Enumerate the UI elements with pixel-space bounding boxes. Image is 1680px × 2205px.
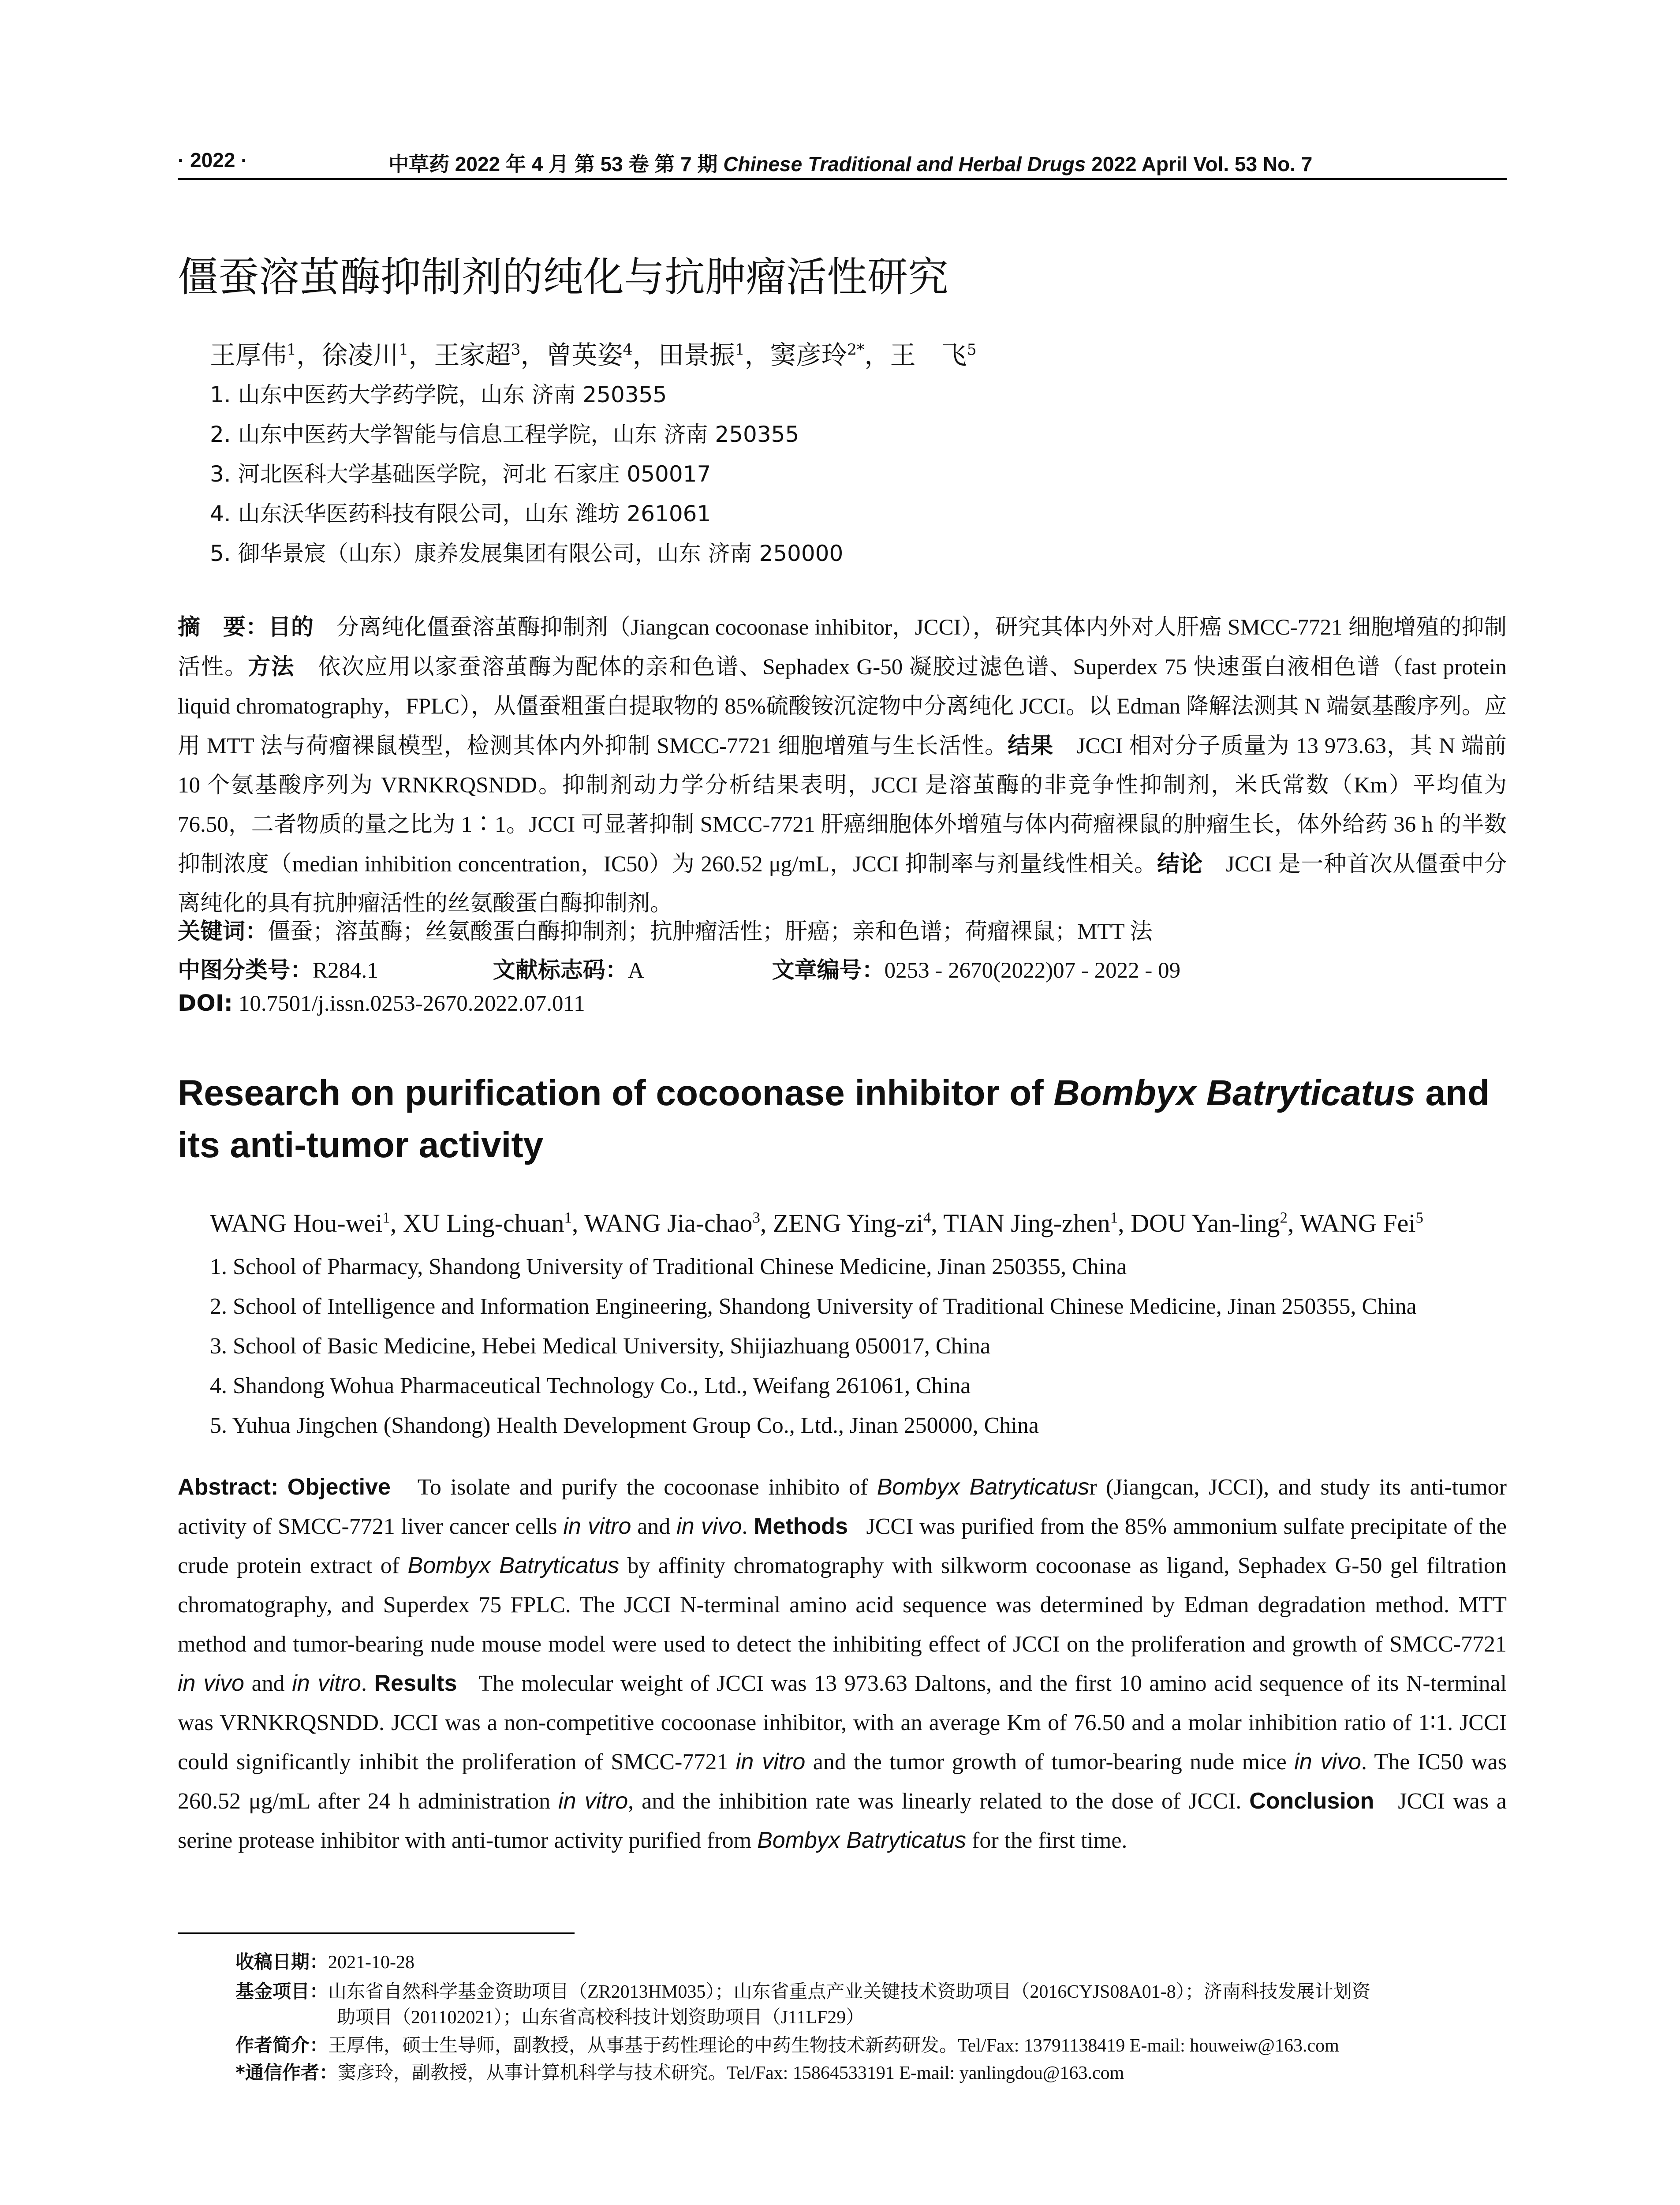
author-name: XU Ling-chuan (403, 1209, 564, 1237)
footnote-label: *通信作者： (235, 2062, 338, 2083)
author (1300, 1209, 1423, 1237)
journal-info-en-tail: 2022 April Vol. 53 No. 7 (1086, 153, 1313, 176)
author-sep: , (931, 1209, 944, 1237)
en-affiliation: 3. School of Basic Medicine, Hebei Medical University, Shijiazhuang 050017, China (210, 1334, 991, 1359)
author-name: 王厚伟 (210, 340, 287, 370)
cn-authors (210, 334, 977, 371)
latin-term: in vivo (676, 1514, 742, 1539)
author-sup: 4 (623, 341, 633, 359)
author-sep: , (390, 1209, 403, 1237)
en-title-part: Research on purification of cocoonase inhibitor of (178, 1073, 1054, 1113)
en-title (178, 1067, 1507, 1171)
page-number: · 2022 · (178, 149, 248, 172)
en-affiliation: 1. School of Pharmacy, Shandong University of Traditional Chinese Medicine, Jinan 250355, China (210, 1254, 1127, 1279)
cn-conclusion-label: 结论 (1157, 851, 1203, 877)
latin-term: in vivo (178, 1671, 244, 1696)
article-no-value: 0253 - 2670(2022)07 - 2022 - 09 (884, 958, 1181, 983)
author-sep: , (1118, 1209, 1131, 1237)
en-affiliation: 2. School of Intelligence and Information Engineering, Shandong University of Traditional Chinese Medicine, Jinan 250355, China (210, 1294, 1417, 1319)
author-sep: ， (520, 340, 546, 370)
author (210, 1209, 403, 1237)
author-name: 王家超 (434, 340, 511, 370)
en-abstract (178, 1468, 1507, 1860)
cn-title: 僵蚕溶茧酶抑制剂的纯化与抗肿瘤活性研究 (178, 254, 949, 301)
author-sup: 2 (1280, 1209, 1288, 1226)
en-conclusion-label: Conclusion (1249, 1788, 1374, 1814)
author-sep: ， (408, 340, 434, 370)
latin-term: in vitro (735, 1749, 806, 1775)
en-abstract-label: Abstract: (178, 1474, 279, 1500)
author-name: ZENG Ying-zi (773, 1209, 923, 1237)
cn-results-label: 结果 (1008, 733, 1054, 759)
author (1131, 1209, 1300, 1237)
author (773, 1209, 943, 1237)
footnote-label: 收稿日期： (235, 1951, 329, 1973)
cn-objective-text: 分离纯化僵蚕溶茧酶抑制剂（Jiangcan cocoonase inhibitor，JCCI），研究其体内外对人肝癌 SMCC-7721 细胞增殖的抑制活性。 (178, 615, 1507, 680)
en-affiliation: 5. Yuhua Jingchen (Shandong) Health Development Group Co., Ltd., Jinan 250000, China (210, 1413, 1039, 1438)
author-name: 窦彦玲 (770, 340, 847, 370)
author-sup: 3 (511, 341, 521, 359)
author-sup: 2* (847, 341, 865, 359)
en-results-label: Results (374, 1671, 457, 1696)
author-name: 曾英姿 (546, 340, 623, 370)
author-sup: 4 (923, 1209, 931, 1226)
author-name: TIAN Jing-zhen (943, 1209, 1110, 1237)
cn-methods-label: 方法 (248, 654, 295, 680)
author-sup: 5 (967, 341, 977, 359)
author-sup: 3 (752, 1209, 760, 1226)
author (403, 1209, 584, 1237)
en-objective-label: Objective (287, 1474, 391, 1500)
footnote-text: 王厚伟，硕士生导师，副教授，从事基于药性理论的中药生物技术新药研发。Tel/Fax: 13791138419 E-mail: houweiw@163.com (328, 2036, 1339, 2056)
en-objective-text: . (742, 1514, 748, 1539)
latin-term: in vitro (292, 1671, 361, 1696)
footnote-received (235, 1949, 1507, 1975)
en-methods-text: and (244, 1671, 292, 1696)
doi-label: DOI: (178, 990, 233, 1017)
author-sup: 1 (564, 1209, 572, 1226)
author-sup: 1 (382, 1209, 390, 1226)
author-name: 田景振 (658, 340, 735, 370)
cn-abstract-label: 摘 要： (178, 614, 269, 640)
cn-affiliation: 5. 御华景宸（山东）康养发展集团有限公司，山东 济南 250000 (210, 541, 844, 566)
author (890, 340, 976, 370)
en-results-text: . The IC50 was 260.52 μg/mL after 24 h administration (178, 1749, 1507, 1814)
clc-label: 中图分类号： (178, 957, 313, 983)
en-objective-text: and (631, 1514, 677, 1539)
en-affiliation: 4. Shandong Wohua Pharmaceutical Technology Co., Ltd., Weifang 261061, China (210, 1373, 971, 1398)
author-name: DOU Yan-ling (1131, 1209, 1280, 1237)
cn-conclusion-text: JCCI 是一种首次从僵蚕中分离纯化的具有抗肿瘤活性的丝氨酸蛋白酶抑制剂。 (178, 852, 1507, 916)
author-sup: 5 (1415, 1209, 1423, 1226)
keywords-text: 僵蚕；溶茧酶；丝氨酸蛋白酶抑制剂；抗肿瘤活性；肝癌；亲和色谱；荷瘤裸鼠；MTT 法 (268, 919, 1153, 944)
en-authors (210, 1208, 1423, 1238)
footnote-text: 山东省自然科学基金资助项目（ZR2013HM035）；山东省重点产业关键技术资助项目（2016CYJS08A01-8）；济南科技发展计划资 (328, 1982, 1370, 2002)
author-sep: ， (744, 340, 770, 370)
cn-affiliations (210, 375, 843, 573)
author-sep: , (571, 1209, 584, 1237)
species-name: Bombyx Batryticatus (757, 1828, 967, 1853)
cn-abstract (178, 608, 1507, 923)
journal-info (388, 148, 1312, 177)
footnote-fund (235, 1979, 1507, 2030)
cn-affiliation: 4. 山东沃华医药科技有限公司，山东 潍坊 261061 (210, 501, 711, 527)
clc-value: R284.1 (313, 958, 378, 983)
journal-info-cn: 中草药 2022 年 4 月 第 53 卷 第 7 期 (388, 153, 718, 176)
author-sup: 1 (1110, 1209, 1118, 1226)
doc-code-value: A (627, 958, 644, 983)
en-title-part: and its anti-tumor activity (178, 1073, 1490, 1165)
footnote-rule (178, 1932, 575, 1934)
en-conclusion-text: for the first time. (966, 1828, 1127, 1853)
latin-term: in vitro (558, 1788, 628, 1814)
en-results-text: The molecular weight of JCCI was 13 973.63 Daltons, and the first 10 amino acid sequence of its N-terminal was VRNKRQSNDD. JCCI was a non-competitive cocoonase inhibitor, with an average Km of 76.50 and a molar inhibition ratio of 1∶1. JCCI could significantly inhibit the proliferation of SMCC-7721 (178, 1671, 1507, 1775)
article-no-label: 文章编号： (772, 957, 885, 983)
species-name: Bombyx Batryticatus (877, 1474, 1090, 1500)
cn-methods-text: 依次应用以家蚕溶茧酶为配体的亲和色谱、Sephadex G-50 凝胶过滤色谱、Superdex 75 快速蛋白液相色谱（fast protein liquid chromatography，FPLC），从僵蚕粗蛋白提取物的 85%硫酸铵沉淀物中分离纯化 JCCI。以 Edman 降解法测其 N 端氨基酸序列。应用 MTT 法与荷瘤裸鼠模型，检测其体内外抑制 SMCC-7721 细胞增殖与生长活性。 (178, 655, 1507, 759)
en-methods-text: by affinity chromatography with silkworm cocoonase as ligand, Sephadex G-50 gel filtration chromatography, and Superdex 75 FPLC. The JCCI N-terminal amino acid sequence was determined by Edman degradation method. MTT method and tumor-bearing nude mouse model were used to detect the inhibiting effect of JCCI on the proliferation and growth of SMCC-7721 (178, 1553, 1507, 1657)
author (943, 1209, 1131, 1237)
author-sup: 1 (399, 341, 409, 359)
author-name: 王 飞 (890, 340, 967, 370)
author (210, 340, 322, 370)
latin-term: in vivo (1294, 1749, 1361, 1775)
footnote-text: 2021-10-28 (328, 1952, 414, 1973)
author-name: WANG Fei (1299, 1209, 1416, 1237)
cn-affiliation: 3. 河北医科大学基础医学院，河北 石家庄 050017 (210, 461, 711, 487)
cn-objective-label: 目的 (268, 614, 314, 640)
en-methods-label: Methods (754, 1514, 848, 1539)
classification-line (178, 952, 1180, 984)
cn-results-text: JCCI 相对分子质量为 13 973.63，其 N 端前 10 个氨基酸序列为 VRNKRQSNDD。抑制剂动力学分析结果表明，JCCI 是溶茧酶的非竞争性抑制剂，米氏常数（Km）平均值为 76.50，二者物质的量之比为 1∶1。JCCI 可显著抑制 SMCC-7721 肝癌细胞体外增殖与体内荷瘤裸鼠的肿瘤生长，体外给药 36 h 的半数抑制浓度（median inhibition concentration，IC50）为 260.52 μg/mL，JCCI 抑制率与剂量线性相关。 (178, 734, 1507, 877)
footnote-label: 基金项目： (235, 1981, 329, 2002)
author-sep: ， (864, 340, 890, 370)
doi-line (178, 990, 585, 1017)
species-name: Bombyx Batryticatus (407, 1553, 619, 1578)
en-objective-text: To isolate and purify the cocoonase inhibito of (417, 1475, 877, 1500)
footnote-text: 助项目（201102021）；山东省高校科技计划资助项目（J11LF29） (337, 2007, 865, 2028)
en-objective-text: r (Jiangcan, JCCI), and study its anti-tumor activity of SMCC-7721 liver cancer cells (178, 1475, 1507, 1539)
footnote-corresponding (235, 2060, 1507, 2086)
en-affiliations (210, 1247, 1417, 1446)
author (584, 1209, 773, 1237)
footnote-label: 作者简介： (235, 2034, 329, 2056)
header-rule (178, 178, 1507, 180)
cn-affiliation: 1. 山东中医药大学药学院，山东 济南 250355 (210, 382, 667, 407)
en-title-species: Bombyx Batryticatus (1053, 1073, 1415, 1113)
author (434, 340, 546, 370)
author-sup: 1 (287, 341, 297, 359)
author-name: WANG Jia-chao (584, 1209, 753, 1237)
author-name: WANG Hou-wei (210, 1209, 383, 1237)
author-sup: 1 (735, 341, 745, 359)
en-results-text: and the tumor growth of tumor-bearing nude mice (805, 1749, 1295, 1775)
author-sep: ， (296, 340, 322, 370)
journal-info-en: Chinese Traditional and Herbal Drugs (723, 153, 1086, 176)
keywords-label: 关键词： (178, 919, 268, 945)
author-sep: , (1287, 1209, 1300, 1237)
footnote-text: 窦彦玲，副教授，从事计算机科学与技术研究。Tel/Fax: 15864533191 E-mail: yanlingdou@163.com (337, 2063, 1124, 2083)
author (322, 340, 434, 370)
cn-affiliation: 2. 山东中医药大学智能与信息工程学院，山东 济南 250355 (210, 422, 799, 447)
author-sep: ， (632, 340, 658, 370)
author (770, 340, 890, 370)
cn-keywords (178, 913, 1153, 946)
en-methods-text: . (361, 1671, 367, 1696)
author (546, 340, 658, 370)
en-results-text: , and the inhibition rate was linearly related to the dose of JCCI. (628, 1789, 1242, 1814)
en-conclusion-text: JCCI was a serine protease inhibitor with anti-tumor activity purified from (178, 1789, 1507, 1853)
latin-term: in vitro (563, 1514, 631, 1539)
footnote-author (235, 2033, 1507, 2059)
running-header (178, 141, 1507, 179)
author-sep: , (760, 1209, 773, 1237)
doi-value: 10.7501/j.issn.0253-2670.2022.07.011 (238, 991, 585, 1016)
en-methods-text: JCCI was purified from the 85% ammonium sulfate precipitate of the crude protein extract of (178, 1514, 1507, 1578)
doc-code-label: 文献标志码： (493, 957, 628, 983)
author-name: 徐凌川 (322, 340, 399, 370)
author (658, 340, 770, 370)
